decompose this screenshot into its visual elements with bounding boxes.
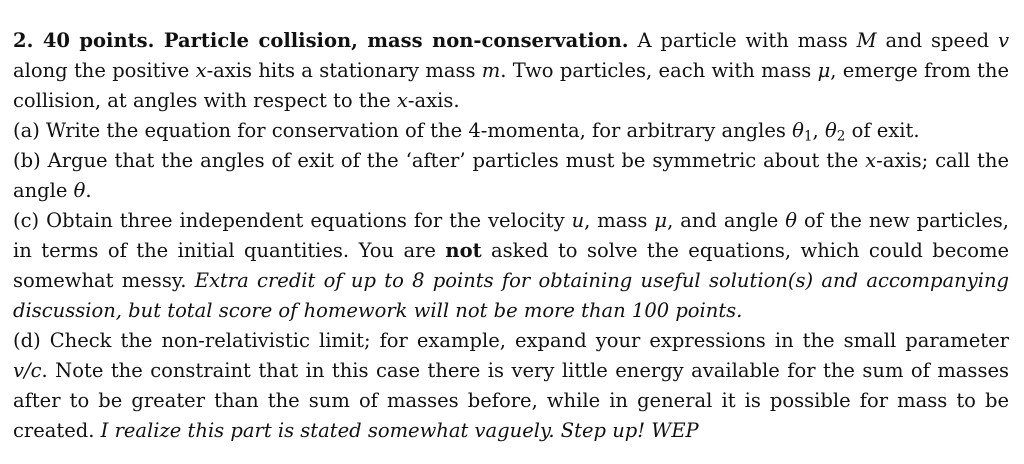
math-subscript: 2	[836, 128, 846, 145]
part-d	[13, 326, 1009, 446]
part-b-text: (b) Argue that the angles of exit of the ‘after’ particles must be symmetric about the	[13, 149, 866, 172]
part-a-text: of exit.	[845, 119, 920, 142]
math-theta: θ	[792, 119, 804, 142]
part-b-text: .	[85, 179, 92, 202]
math-v-over-c: v/c	[13, 359, 42, 382]
math-x: x	[195, 59, 207, 82]
intro-text: along the positive	[13, 59, 196, 82]
math-theta: θ	[785, 209, 798, 232]
part-a-text: ,	[812, 119, 825, 142]
intro-text: -axis.	[407, 89, 460, 112]
part-d-text: (d) Check the non-relativistic limit; for example, expand your expressions in the small parameter	[13, 329, 1009, 352]
part-c-text: asked to solve the equations, which could become somewhat messy.	[13, 239, 1009, 292]
math-u: u	[571, 209, 585, 232]
math-v: v	[997, 29, 1009, 52]
intro-text: . Two particles, each with mass	[500, 59, 818, 82]
part-c-text: , and angle	[667, 209, 786, 232]
intro-text: , emerge from the collision, at angles with respect to the	[13, 59, 1009, 112]
extra-credit-note: Extra credit of up to 8 points for obtaining useful solution(s) and accompanying discussion, but total score of homework will not be more than 100 points.	[13, 269, 1009, 322]
part-a	[13, 116, 1009, 146]
part-b-text: -axis; call the angle	[13, 149, 1009, 202]
math-x: x	[396, 89, 408, 112]
emphasis-not: not	[445, 239, 482, 262]
math-subscript: 1	[803, 128, 813, 145]
part-c-text: (c) Obtain three independent equations for the velocity	[13, 209, 572, 232]
intro-text: and speed	[876, 29, 998, 52]
intro-text: -axis hits a stationary mass	[206, 59, 482, 82]
part-c-text: , mass	[584, 209, 655, 232]
part-b	[13, 146, 1009, 206]
part-d-text: . Note the constraint that in this case there is very little energy available for the sum of masses after to be greater than the sum of masses before, while in general it is possible for mass to be created.	[13, 359, 1009, 442]
math-mu: μ	[654, 209, 668, 232]
math-theta: θ	[824, 119, 837, 142]
part-c-text: of the new particles, in terms of the initial quantities. You are	[13, 209, 1009, 262]
part-c	[13, 206, 1009, 326]
math-m: m	[481, 59, 501, 82]
math-M: M	[856, 29, 877, 52]
math-mu: μ	[817, 59, 831, 82]
author-note: I realize this part is stated somewhat vaguely. Step up! WEP	[100, 419, 699, 442]
problem-text	[13, 26, 1009, 446]
problem-intro-paragraph	[13, 26, 1009, 116]
math-theta: θ	[73, 179, 86, 202]
math-x: x	[865, 149, 877, 172]
intro-text: A particle with mass	[628, 29, 857, 52]
part-a-text: (a) Write the equation for conservation of the 4-momenta, for arbitrary angles	[13, 119, 793, 142]
problem-heading: 2. 40 points. Particle collision, mass non-conservation.	[13, 29, 629, 52]
